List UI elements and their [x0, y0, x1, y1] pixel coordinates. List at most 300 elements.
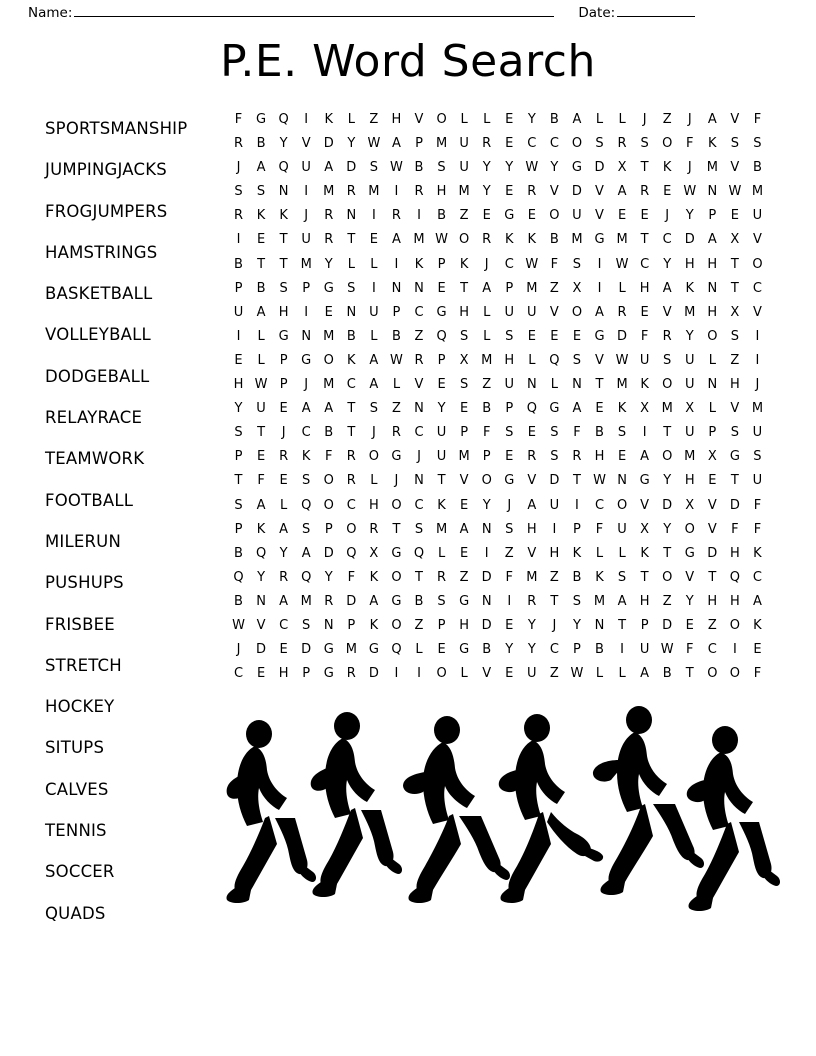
grid-cell: L: [280, 497, 288, 513]
grid-row: [232, 108, 764, 132]
grid-cell: S: [617, 569, 627, 585]
grid-cell: D: [684, 232, 695, 248]
grid-cell: T: [347, 232, 356, 248]
grid-cell: L: [460, 112, 468, 127]
grid-cell: J: [552, 617, 557, 633]
grid-cell: E: [279, 473, 288, 489]
grid-cell: W: [390, 160, 403, 176]
grid-cell: Y: [347, 136, 356, 152]
grid-cell: A: [707, 232, 717, 248]
grid-cell: A: [617, 593, 627, 609]
grid-cell: A: [640, 449, 650, 465]
grid-cell: A: [391, 136, 401, 152]
grid-cell: L: [483, 328, 491, 344]
grid-cell: W: [728, 184, 742, 200]
grid-cell: D: [662, 617, 673, 633]
grid-row: [232, 349, 764, 373]
grid-cell: N: [707, 280, 718, 296]
grid-cell: Y: [234, 401, 243, 417]
grid-cell: L: [483, 304, 491, 320]
grid-cell: M: [684, 449, 696, 465]
grid-cell: X: [730, 304, 740, 320]
grid-cell: F: [731, 521, 739, 537]
grid-cell: B: [391, 328, 401, 344]
grid-cell: N: [414, 473, 424, 489]
grid-cell: G: [594, 232, 605, 248]
grid-cell: K: [753, 617, 762, 633]
grid-cell: B: [414, 160, 424, 176]
grid-cell: Z: [662, 593, 672, 609]
grid-cell: N: [572, 377, 582, 393]
grid-cell: Q: [255, 545, 267, 561]
grid-cell: F: [550, 256, 559, 272]
grid-cell: J: [371, 425, 376, 441]
grid-cell: I: [371, 280, 376, 296]
grid-cell: U: [459, 136, 469, 152]
grid-cell: R: [346, 473, 356, 489]
grid-cell: W: [232, 617, 245, 633]
grid-cell: T: [279, 256, 288, 272]
grid-cell: C: [346, 377, 356, 393]
grid-cell: K: [279, 208, 288, 224]
grid-cell: R: [527, 449, 537, 465]
grid-cell: A: [369, 593, 379, 609]
grid-cell: R: [324, 232, 334, 248]
grid-cell: R: [324, 208, 334, 224]
grid-cell: Y: [572, 617, 581, 633]
grid-cell: R: [527, 593, 537, 609]
grid-cell: G: [504, 208, 515, 224]
grid-cell: W: [615, 256, 629, 272]
grid-cell: M: [413, 232, 425, 248]
grid-cell: M: [593, 593, 606, 609]
grid-cell: J: [394, 473, 399, 489]
grid-cell: T: [572, 473, 581, 489]
grid-cell: H: [639, 280, 650, 296]
grid-cell: B: [346, 328, 356, 344]
grid-cell: K: [369, 569, 379, 585]
grid-row: [232, 156, 764, 180]
grid-cell: O: [436, 666, 447, 682]
grid-cell: H: [729, 545, 740, 561]
grid-cell: K: [640, 377, 649, 393]
grid-cell: U: [572, 208, 582, 224]
word-list-item: HOCKEY: [45, 697, 115, 717]
grid-cell: O: [459, 232, 470, 248]
grid-cell: R: [233, 136, 244, 152]
grid-cell: M: [323, 377, 335, 393]
grid-cell: L: [708, 352, 716, 368]
grid-cell: S: [279, 280, 288, 296]
grid-cell: Y: [505, 160, 514, 176]
grid-cell: I: [507, 593, 512, 609]
grid-cell: F: [573, 425, 581, 441]
grid-cell: I: [236, 328, 241, 344]
grid-cell: V: [595, 352, 604, 368]
grid-cell: T: [392, 521, 401, 537]
grid-cell: Y: [663, 256, 672, 272]
grid-cell: Z: [504, 545, 514, 561]
grid-cell: C: [414, 304, 424, 320]
grid-row: [232, 132, 764, 156]
grid-cell: F: [234, 112, 243, 127]
grid-cell: F: [325, 449, 333, 465]
grid-cell: R: [346, 184, 356, 200]
grid-cell: H: [459, 617, 470, 633]
grid-cell: J: [304, 208, 309, 224]
grid-cell: G: [323, 280, 334, 296]
grid-cell: T: [730, 256, 739, 272]
grid-cell: W: [570, 666, 584, 682]
grid-cell: I: [642, 425, 647, 441]
grid-cell: B: [414, 593, 424, 609]
grid-cell: V: [685, 569, 695, 585]
grid-cell: J: [417, 449, 421, 465]
grid-cell: S: [437, 593, 446, 609]
grid-cell: S: [234, 425, 243, 441]
grid-cell: K: [617, 401, 627, 417]
grid-cell: G: [368, 642, 379, 658]
grid-cell: B: [662, 666, 672, 682]
grid-cell: U: [301, 160, 311, 176]
grid-cell: O: [752, 256, 763, 272]
grid-cell: G: [436, 304, 447, 320]
grid-cell: T: [708, 569, 717, 585]
grid-cell: Z: [459, 569, 469, 585]
grid-cell: O: [436, 112, 447, 127]
grid-cell: X: [685, 401, 695, 417]
grid-cell: P: [347, 617, 356, 633]
grid-cell: F: [686, 642, 694, 658]
grid-cell: S: [369, 160, 378, 176]
word-list-item: QUADS: [45, 903, 106, 923]
grid-cell: O: [549, 208, 560, 224]
grid-cell: I: [732, 642, 737, 658]
grid-cell: S: [414, 521, 424, 537]
grid-cell: E: [617, 208, 627, 224]
grid-cell: Z: [662, 112, 672, 127]
grid-cell: C: [301, 425, 311, 441]
grid-cell: A: [617, 184, 627, 200]
grid-row: [232, 277, 764, 301]
grid-cell: D: [729, 497, 740, 513]
grid-cell: G: [278, 328, 289, 344]
grid-cell: V: [640, 497, 650, 513]
grid-cell: S: [347, 280, 356, 296]
grid-cell: N: [323, 617, 334, 633]
grid-cell: P: [234, 280, 243, 296]
grid-cell: K: [301, 449, 311, 465]
grid-cell: I: [304, 112, 309, 127]
grid-cell: B: [437, 208, 447, 224]
grid-cell: F: [640, 328, 649, 344]
grid-cell: R: [527, 184, 537, 200]
grid-cell: Q: [278, 112, 289, 127]
grid-cell: Q: [729, 569, 740, 585]
grid-cell: U: [684, 425, 695, 441]
grid-cell: B: [482, 401, 492, 417]
grid-cell: Z: [369, 112, 379, 127]
grid-cell: L: [528, 352, 536, 368]
grid-cell: E: [234, 352, 243, 368]
grid-cell: S: [302, 521, 311, 537]
grid-cell: S: [663, 352, 672, 368]
grid-cell: A: [256, 497, 266, 513]
grid-cell: E: [460, 401, 469, 417]
grid-cell: B: [572, 569, 582, 585]
grid-cell: H: [639, 593, 650, 609]
grid-cell: O: [707, 666, 718, 682]
grid-cell: L: [347, 256, 355, 272]
grid-cell: N: [707, 184, 718, 200]
grid-cell: O: [707, 328, 718, 344]
grid-cell: U: [617, 521, 627, 537]
grid-cell: S: [730, 136, 739, 152]
grid-cell: K: [595, 569, 604, 585]
grid-cell: S: [505, 425, 514, 441]
grid-cell: I: [597, 256, 602, 272]
word-list: [45, 108, 220, 934]
name-label: Name:: [28, 5, 73, 21]
grid-cell: N: [346, 304, 357, 320]
grid-cell: Z: [391, 401, 401, 417]
grid-cell: V: [730, 160, 740, 176]
grid-cell: B: [482, 642, 492, 658]
grid-cell: R: [324, 593, 334, 609]
grid-cell: T: [640, 569, 649, 585]
grid-cell: E: [617, 449, 627, 465]
grid-cell: U: [369, 304, 379, 320]
grid-row: [232, 445, 764, 469]
grid-cell: F: [753, 666, 762, 682]
grid-cell: S: [572, 256, 582, 272]
grid-cell: U: [549, 497, 560, 513]
grid-cell: I: [755, 352, 760, 368]
letter-grid: [232, 108, 764, 686]
grid-cell: O: [391, 569, 402, 585]
grid-cell: L: [347, 112, 355, 127]
grid-cell: M: [526, 280, 538, 296]
grid-cell: Z: [549, 280, 559, 296]
grid-cell: H: [278, 666, 289, 682]
grid-cell: S: [595, 136, 604, 152]
grid-cell: Q: [526, 401, 537, 417]
grid-cell: T: [595, 377, 604, 393]
grid-cell: D: [323, 136, 334, 152]
grid-cell: P: [482, 449, 491, 465]
grid-cell: T: [279, 232, 288, 248]
grid-cell: T: [640, 232, 649, 248]
grid-cell: X: [640, 521, 650, 537]
grid-cell: W: [367, 136, 381, 152]
grid-cell: M: [751, 184, 764, 200]
grid-row: [232, 518, 764, 542]
grid-cell: A: [391, 232, 401, 248]
grid-cell: U: [684, 352, 695, 368]
word-list-item: SPORTSMANSHIP: [45, 119, 188, 138]
grid-row: [232, 373, 764, 397]
grid-cell: A: [459, 521, 469, 537]
grid-cell: H: [707, 256, 718, 272]
grid-cell: S: [437, 160, 446, 176]
grid-cell: R: [391, 208, 401, 224]
grid-cell: J: [687, 112, 692, 127]
grid-cell: R: [482, 136, 492, 152]
grid-cell: I: [417, 208, 421, 224]
grid-cell: O: [729, 666, 740, 682]
grid-cell: E: [708, 473, 717, 489]
grid-cell: T: [685, 666, 694, 682]
grid-cell: X: [685, 497, 695, 513]
grid-cell: Y: [685, 328, 694, 344]
grid-cell: N: [414, 280, 424, 296]
grid-cell: E: [505, 112, 514, 127]
grid-cell: Y: [324, 569, 333, 585]
grid-cell: N: [617, 473, 627, 489]
grid-cell: K: [437, 497, 446, 513]
grid-cell: G: [256, 112, 267, 127]
name-blank-line: [74, 4, 554, 17]
grid-cell: M: [323, 184, 335, 200]
grid-cell: M: [300, 593, 312, 609]
grid-cell: A: [279, 593, 289, 609]
grid-cell: E: [505, 136, 514, 152]
grid-cell: Z: [549, 666, 559, 682]
grid-cell: T: [234, 473, 243, 489]
grid-cell: A: [527, 497, 537, 513]
grid-cell: W: [435, 232, 448, 248]
grid-cell: G: [391, 449, 402, 465]
grid-cell: E: [550, 328, 559, 344]
grid-cell: A: [324, 160, 334, 176]
grid-cell: C: [549, 136, 559, 152]
grid-cell: A: [595, 304, 604, 320]
grid-cell: U: [436, 425, 447, 441]
grid-cell: R: [572, 449, 582, 465]
grid-cell: K: [324, 112, 334, 127]
grid-cell: S: [302, 617, 311, 633]
grid-cell: Q: [301, 497, 312, 513]
grid-cell: O: [662, 136, 673, 152]
grid-cell: M: [661, 401, 673, 417]
grid-cell: J: [484, 256, 489, 272]
grid-cell: F: [753, 112, 762, 127]
grid-cell: P: [234, 449, 243, 465]
grid-cell: G: [391, 545, 402, 561]
grid-cell: D: [662, 497, 673, 513]
grid-cell: Y: [550, 160, 559, 176]
grid-cell: F: [753, 497, 762, 513]
grid-cell: I: [755, 328, 760, 344]
grid-cell: G: [459, 593, 470, 609]
grid-cell: V: [707, 497, 717, 513]
grid-row: [232, 566, 764, 590]
word-list-item: SITUPS: [45, 738, 105, 758]
grid-cell: U: [504, 304, 514, 320]
grid-cell: D: [594, 160, 605, 176]
grid-cell: L: [483, 112, 491, 127]
grid-cell: T: [730, 280, 739, 296]
grid-cell: T: [550, 593, 559, 609]
grid-cell: E: [505, 449, 514, 465]
grid-cell: B: [752, 160, 762, 176]
grid-cell: M: [526, 569, 538, 585]
grid-cell: H: [729, 593, 740, 609]
grid-cell: B: [324, 425, 334, 441]
grid-cell: F: [686, 136, 694, 152]
grid-cell: Y: [505, 642, 514, 658]
grid-cell: N: [346, 208, 357, 224]
grid-cell: Z: [707, 617, 717, 633]
grid-cell: O: [323, 473, 334, 489]
grid-cell: G: [684, 545, 695, 561]
grid-cell: C: [662, 232, 672, 248]
grid-cell: Y: [685, 593, 694, 609]
grid-cell: J: [665, 208, 670, 224]
grid-cell: E: [527, 328, 536, 344]
grid-cell: J: [507, 497, 512, 513]
grid-cell: T: [437, 473, 446, 489]
grid-cell: P: [437, 617, 446, 633]
grid-cell: G: [459, 642, 470, 658]
grid-row: [232, 590, 764, 614]
grid-cell: T: [460, 280, 469, 296]
word-list-item: JUMPINGJACKS: [45, 160, 167, 180]
grid-cell: G: [323, 642, 334, 658]
grid-cell: Y: [527, 642, 536, 658]
grid-cell: L: [550, 377, 558, 393]
grid-cell: Q: [391, 642, 402, 658]
grid-cell: F: [257, 473, 265, 489]
grid-cell: D: [571, 184, 582, 200]
grid-cell: S: [550, 449, 559, 465]
grid-cell: O: [662, 377, 673, 393]
grid-cell: Y: [482, 497, 491, 513]
grid-cell: A: [662, 280, 672, 296]
grid-cell: E: [437, 377, 446, 393]
grid-cell: H: [391, 112, 402, 127]
grid-cell: K: [256, 521, 266, 537]
grid-row: [232, 397, 764, 421]
grid-cell: D: [368, 666, 379, 682]
grid-cell: S: [234, 184, 243, 200]
grid-cell: C: [752, 569, 762, 585]
grid-cell: P: [460, 425, 469, 441]
grid-cell: Y: [437, 401, 446, 417]
grid-cell: V: [414, 112, 424, 127]
grid-cell: O: [616, 497, 628, 513]
grid-cell: O: [662, 569, 673, 585]
grid-cell: C: [346, 497, 356, 513]
grid-cell: D: [481, 617, 492, 633]
grid-cell: R: [279, 449, 289, 465]
grid-cell: H: [278, 304, 289, 320]
grid-cell: G: [571, 160, 582, 176]
grid-cell: E: [753, 642, 762, 658]
grid-cell: A: [640, 666, 650, 682]
grid-cell: S: [459, 377, 469, 393]
grid-cell: H: [684, 473, 695, 489]
grid-row: [232, 662, 764, 686]
grid-cell: B: [234, 593, 243, 609]
grid-row: [232, 301, 764, 325]
grid-cell: W: [683, 184, 697, 200]
grid-cell: C: [527, 136, 537, 152]
grid-cell: J: [755, 377, 760, 393]
grid-cell: I: [394, 184, 399, 200]
grid-cell: D: [707, 545, 718, 561]
word-list-item: CALVES: [45, 779, 109, 799]
